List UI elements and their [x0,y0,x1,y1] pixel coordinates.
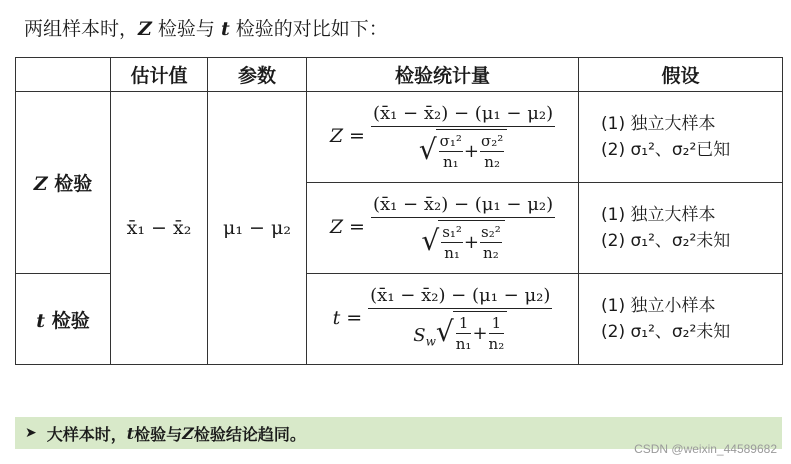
row-label-t-test: t 检验 [16,274,111,365]
estimate-cell [111,92,208,365]
header-cell-empty [16,58,111,92]
assumption-cell: (1) 独立小样本 (2) σ₁²、σ₂²未知 [579,274,783,365]
row-label-z-test: Z 检验 [16,92,111,274]
estimate-formula: x̄₁ − x̄₂ [126,217,192,239]
formula-cell: Z = (x̄₁ − x̄₂) − (μ₁ − μ₂) √ s₁² n₁ + s₂² n₂ [307,183,579,274]
assumption-cell: (1) 独立大样本 (2) σ₁²、σ₂²已知 [579,92,783,183]
table-row [16,92,783,183]
formula-cell: Z = (x̄₁ − x̄₂) − (μ₁ − μ₂) √ σ₁² n₁ + σ₂² n₂ [307,92,579,183]
assumption-cell: (1) 独立大样本 (2) σ₁²、σ₂²未知 [579,183,783,274]
parameter-formula: μ₁ − μ₂ [223,217,291,239]
header-parameter: 参数 [208,58,307,92]
comparison-table [15,57,783,365]
arrow-bullet-icon: ➤ [25,425,37,441]
header-test-statistic: 检验统计量 [307,58,579,92]
page-title: 两组样本时，Z 检验与 t 检验的对比如下： [24,18,388,40]
conclusion-note: ➤ 大样本时， t 检验与 Z 检验结论趋同。 [15,417,782,449]
watermark: CSDN @weixin_44589682 [634,442,777,456]
parameter-cell [208,92,307,365]
header-estimate: 估计值 [111,58,208,92]
header-assumption: 假设 [579,58,783,92]
formula-cell: t = (x̄₁ − x̄₂) − (μ₁ − μ₂) $S_w$ √ 1 n₁ + 1 n₂ [307,274,579,365]
table-header-row [16,58,783,92]
